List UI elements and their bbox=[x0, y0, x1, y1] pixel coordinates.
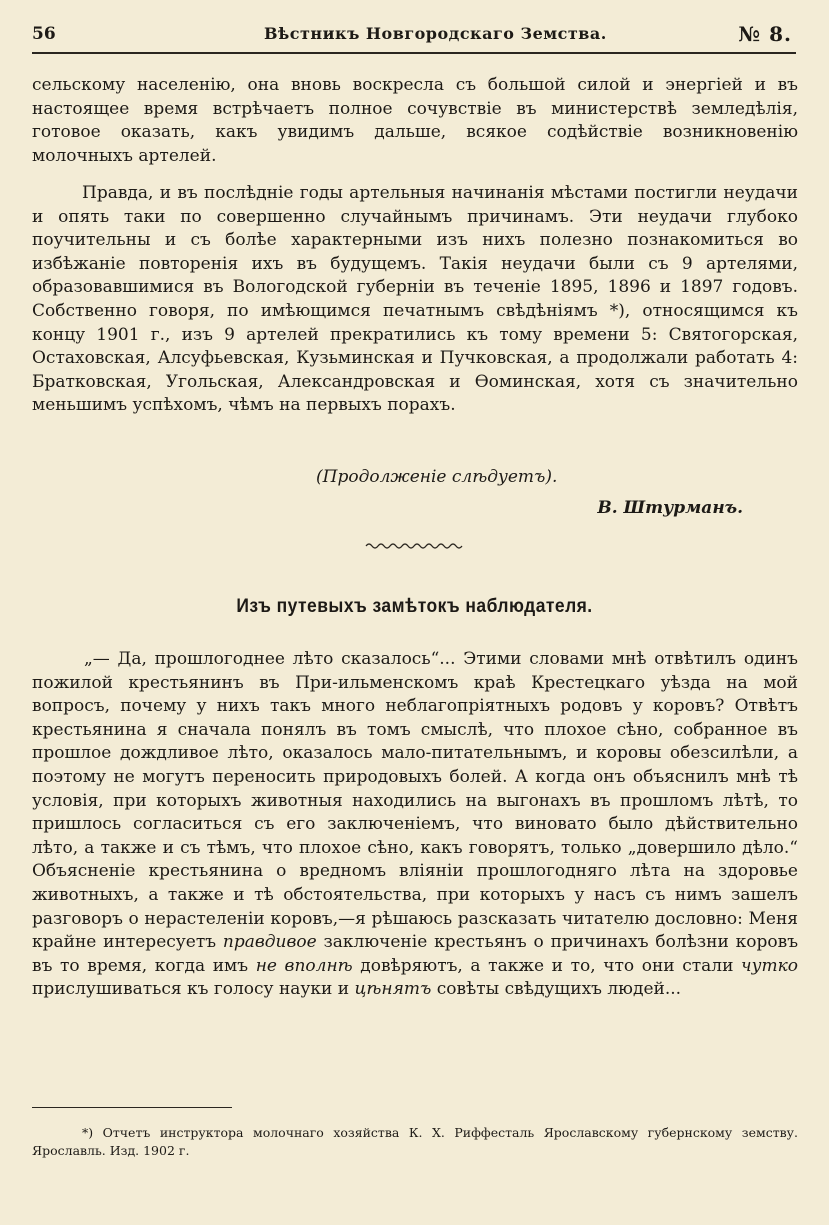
text-run: прислушиваться къ голосу науки и bbox=[32, 979, 350, 1000]
continuation-note: (Продолженіе слѣдуетъ). bbox=[316, 467, 558, 487]
article-title: Изъ путевыхъ замѣтокъ наблюдателя. bbox=[236, 596, 593, 617]
emphasis-text: чутко bbox=[741, 955, 798, 976]
text-run: „— Да, прошлогоднее лѣто сказалось“... Этими словами мнѣ отвѣтилъ одинъ пожилой крестьянинъ въ При-ильменскомъ краѣ Крестецкаго уѣзда на мой вопросъ, почему у нихъ такъ много неблагопріятныхъ родовъ у коровъ? Отвѣтъ крестьянина я сначала понялъ въ томъ смыслѣ, что плохое сѣно, собранное въ прошлое дождливое лѣто, оказалось мало-питательнымъ, и коровы обезсилѣли, а поэтому не могутъ переносить природовыхъ болей. А когда онъ объяснилъ мнѣ тѣ условія, при которыхъ животныя находились на выгонахъ въ прошломъ лѣтѣ, то пришлось согласиться съ его заключеніемъ, что виновато было дѣйствительно лѣто, а также и съ тѣмъ, что плохое сѣно, какъ говорятъ, только „довершило дѣло.“ Объясненіе крестьянина о вредномъ вліяніи прошлогодняго лѣта на здоровье животныхъ, а также и тѣ обстоятельства, при которыхъ у насъ съ нимъ зашелъ разговоръ о нерастеленіи коровъ,—я рѣшаюсь разсказать читателю дословно: Меня крайне интересуетъ bbox=[32, 649, 798, 953]
issue-number: № 8. bbox=[738, 22, 792, 46]
text-run: заключеніе крестьянъ о причинахъ болѣзни коровъ въ то время, когда имъ bbox=[32, 932, 799, 976]
emphasis-text: правдивое bbox=[222, 932, 317, 953]
emphasis-text: цѣнятъ bbox=[354, 979, 432, 1000]
running-header bbox=[32, 22, 796, 54]
text-run: довѣряютъ, а также и то, что они стали bbox=[360, 955, 734, 976]
journal-title: Вѣстникъ Новгородскаго Земства. bbox=[264, 24, 607, 43]
author-signature: В. Штурманъ. bbox=[597, 498, 743, 518]
page-number: 56 bbox=[32, 24, 56, 44]
emphasis-text: не вполнѣ bbox=[255, 955, 353, 976]
footnote: *) Отчетъ инструктора молочнаго хозяйства К. Х. Риффесталь Ярославскому губернскому земству. Ярославль. Изд. 1902 г. bbox=[32, 1125, 798, 1158]
footnote-divider bbox=[32, 1107, 232, 1108]
article2-paragraph bbox=[32, 648, 798, 1002]
article1-paragraph-2: Правда, и въ послѣдніе годы артельныя начинанія мѣстами постигли неудачи и опять таки по совершенно случайнымъ причинамъ. Эти неудачи глубоко поучительны и съ болѣе характерными изъ нихъ полезно познакомиться во избѣжаніе повторенія ихъ въ будущемъ. Такія неудачи были съ 9 артелями, образовавшимися въ Вологодской губерніи въ теченіе 1895, 1896 и 1897 годовъ. Собственно говоря, по имѣющимся печатнымъ свѣдѣніямъ *), относящимся къ концу 1901 г., изъ 9 артелей прекратились къ тому времени 5: Святогорская, Остаховская, Алсуфьевская, Кузьминская и Пучковская, а продолжали работать 4: Братковская, Угольская, Александровская и Ѳоминская, хотя съ значительно меньшимъ успѣхомъ, чѣмъ на первыхъ порахъ. bbox=[32, 183, 798, 416]
article1-paragraph-1: сельскому населенію, она вновь воскресла съ большой силой и энергіей и въ настоящее время встрѣчаетъ полное сочувствіе въ министерствѣ земледѣлія, готовое оказать, какъ увидимъ дальше, всякое содѣйствіе возникновенію молочныхъ артелей. bbox=[32, 75, 798, 166]
text-run: совѣты свѣдущихъ людей... bbox=[436, 979, 682, 1000]
wavy-divider bbox=[364, 540, 468, 550]
